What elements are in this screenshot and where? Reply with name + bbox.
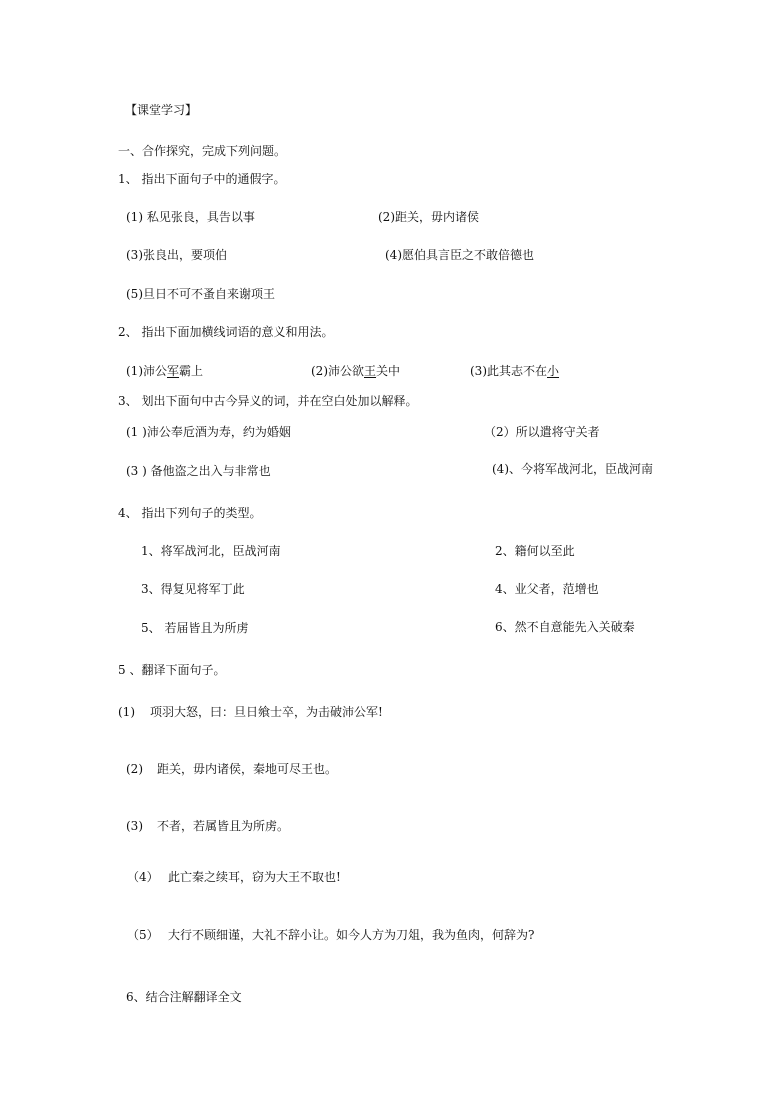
q4-item-2: 2、籍何以至此 [495, 544, 575, 558]
question-3-title: 3、 划出下面句中古今异义的词，并在空白处加以解释。 [118, 394, 418, 408]
question-6-title: 6、结合注解翻译全文 [126, 990, 242, 1004]
q4-item-1: 1、将军战河北，臣战河南 [141, 544, 281, 558]
q3-item-4: (4)、今将军战河北，臣战河南 [492, 462, 653, 476]
q2-item-2-after: 关中 [376, 364, 401, 378]
q2-item-2 [311, 363, 400, 379]
q3-item-2: （2）所以遣将守关者 [484, 425, 600, 439]
q4-item-5: 5、 若届皆且为所虏 [141, 621, 249, 635]
section-header: 【课堂学习】 [125, 103, 198, 117]
q2-item-2-underlined: 王 [364, 364, 377, 378]
q5-item-5-number: （5） [127, 928, 159, 942]
section-one-title: 一、合作探究，完成下列问题。 [118, 144, 287, 158]
q5-item-1-text: 项羽大怒，曰：旦日飨士卒，为击破沛公军! [150, 705, 383, 719]
q3-item-1: (1 )沛公奉卮酒为寿，约为婚姻 [126, 425, 291, 439]
q4-item-4: 4、业父者，范增也 [495, 582, 599, 596]
q5-item-1-number: (1) [118, 705, 135, 719]
q5-item-2-number: (2) [126, 762, 143, 776]
question-5-title: 5 、翻译下面句子。 [118, 663, 226, 677]
q1-item-4: (4)愿伯具言臣之不敢倍德也 [385, 248, 534, 262]
q1-item-5: (5)旦日不可不蚤自来谢项王 [126, 287, 275, 301]
q2-item-3-before: (3)此其志不在 [470, 364, 547, 378]
q2-item-3 [470, 363, 559, 379]
q5-item-3-number: (3) [126, 819, 143, 833]
q2-item-1 [126, 363, 203, 379]
q5-item-4-text: 此亡秦之续耳，窃为大王不取也! [168, 870, 341, 884]
q5-item-3-text: 不者，若属皆且为所虏。 [157, 819, 290, 833]
question-4-title: 4、 指出下列句子的类型。 [118, 506, 262, 520]
q2-item-1-after: 霸上 [179, 364, 204, 378]
q2-item-1-underlined: 军 [167, 364, 180, 378]
q4-item-6: 6、然不自意能先入关破秦 [495, 620, 635, 634]
q4-item-3: 3、得复见将军丁此 [141, 582, 245, 596]
q1-item-1: (1) 私见张良，具告以事 [126, 210, 255, 224]
q3-item-3: (3 ) 备他盗之出入与非常也 [126, 464, 271, 478]
q1-item-2: (2)距关，毋内诸侯 [378, 210, 479, 224]
q5-item-2-text: 距关，毋内诸侯，秦地可尽王也。 [157, 762, 338, 776]
q5-item-5-text: 大行不顾细谨，大礼不辞小让。如今人方为刀俎，我为鱼肉，何辞为? [168, 928, 535, 942]
q1-item-3: (3)张良出，要项伯 [126, 248, 227, 262]
q2-item-1-before: (1)沛公 [126, 364, 167, 378]
question-1-title: 1、 指出下面句子中的通假字。 [118, 172, 286, 186]
question-2-title: 2、 指出下面加横线词语的意义和用法。 [118, 325, 334, 339]
q2-item-2-before: (2)沛公欲 [311, 364, 364, 378]
q5-item-4-number: （4） [127, 870, 159, 884]
q2-item-3-underlined: 小 [547, 364, 560, 378]
